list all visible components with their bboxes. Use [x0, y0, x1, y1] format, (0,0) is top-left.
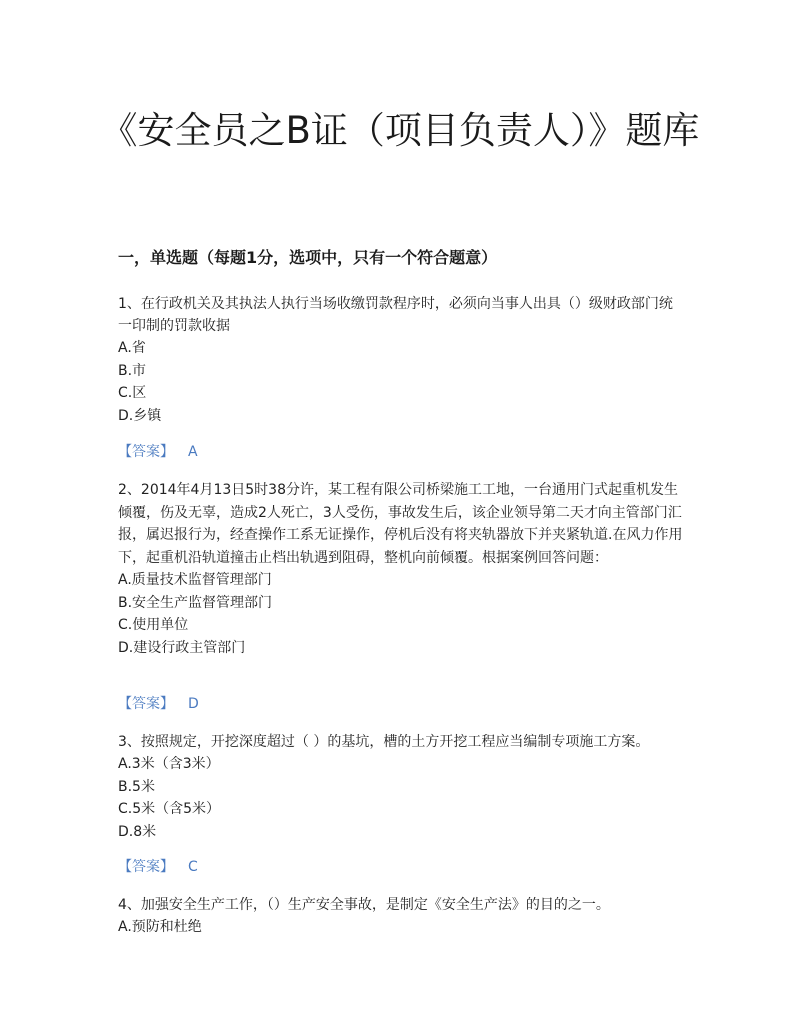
question-4 [118, 894, 684, 939]
option-b: B.市 [118, 362, 147, 379]
answer-label: 【答案】 [118, 696, 174, 712]
answer-value: A [188, 444, 198, 460]
answer-label: 【答案】 [118, 859, 174, 875]
option-d: D.建设行政主管部门 [118, 639, 246, 656]
question-2 [118, 479, 684, 659]
answer-label: 【答案】 [118, 444, 174, 460]
option-a: A.质量技术监督管理部门 [118, 572, 272, 588]
question-stem: 2、2014年4月13日5时38分许，某工程有限公司桥梁施工工地，一台通用门式起重机发生倾覆，伤及无辜，造成2人死亡，3人受伤，事故发生后，该企业领导第二天才向主管部门汇报，属迟报行为，经查操作工系无证操作，停机后没有将夹轨器放下并夹紧轨道.在风力作用下，起重机沿轨道撞击止档出轨遇到阻碍，整机向前倾覆。根据案例回答问题： [118, 482, 683, 566]
question-stem: 3、按照规定，开挖深度超过（ ）的基坑，槽的土方开挖工程应当编制专项施工方案。 [118, 734, 650, 750]
question-stem: 4、加强安全生产工作，（）生产安全事故，是制定《安全生产法》的目的之一。 [118, 897, 610, 913]
section-heading: 一，单选题（每题1分，选项中，只有一个符合题意） [118, 248, 498, 267]
answer-value: C [188, 859, 198, 875]
option-c: C.区 [118, 385, 147, 401]
question-stem: 1、在行政机关及其执法人执行当场收缴罚款程序时，必须向当事人出具（）级财政部门统一印制的罚款收据 [118, 296, 673, 334]
option-d: D.8米 [118, 823, 157, 840]
option-b: B.5米 [118, 778, 155, 795]
answer-1 [118, 441, 198, 463]
answer-2 [118, 693, 199, 715]
answer-3 [118, 856, 198, 878]
question-1 [118, 293, 684, 427]
option-c: C.使用单位 [118, 617, 189, 633]
answer-value: D [188, 696, 199, 712]
option-a: A.省 [118, 340, 146, 356]
option-c: C.5米（含5米） [118, 801, 221, 817]
option-a: A.预防和杜绝 [118, 919, 202, 935]
option-b: B.安全生产监督管理部门 [118, 594, 273, 611]
document-title: 《安全员之B证（项目负责人）》题库 [100, 109, 700, 152]
option-a: A.3米（含3米） [118, 756, 220, 772]
question-3 [118, 731, 684, 843]
option-d: D.乡镇 [118, 407, 162, 424]
